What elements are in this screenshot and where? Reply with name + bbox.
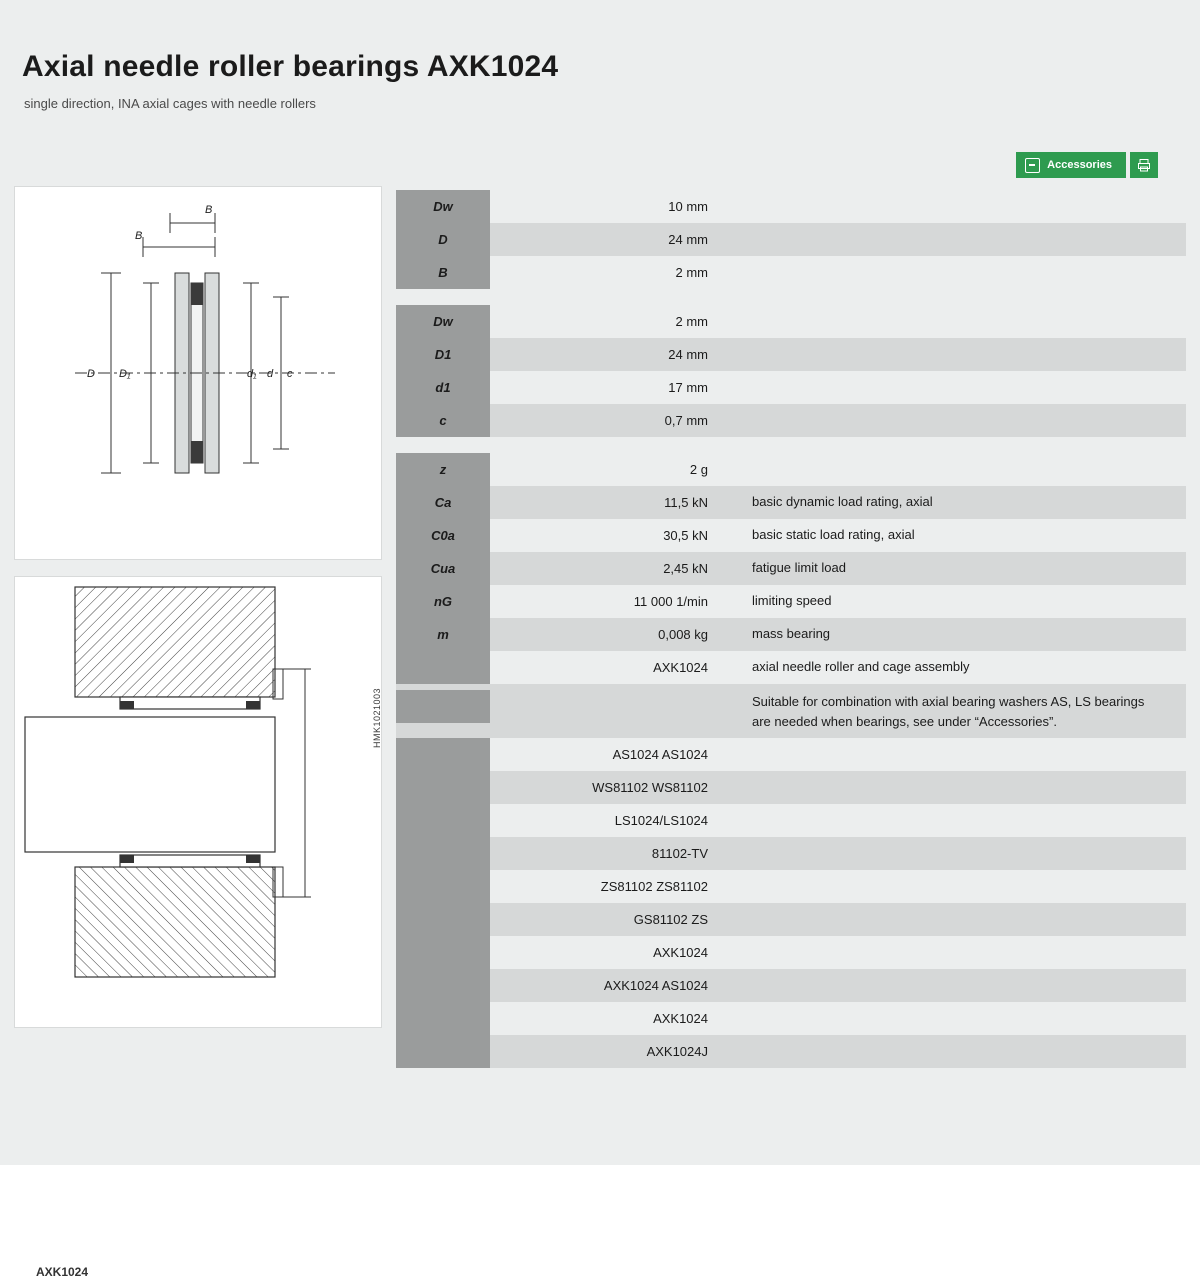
- row-value: 2 mm: [675, 265, 708, 280]
- row-value: 0,008 kg: [658, 627, 708, 642]
- row-symbol: [396, 804, 490, 837]
- specification-table: [396, 190, 1186, 1068]
- row-value: AXK1024 AS1024: [603, 978, 708, 994]
- drawing-caption: AXK1024: [36, 1265, 89, 1279]
- table-row: [396, 585, 1186, 618]
- row-value: 0,7 mm: [664, 413, 708, 428]
- row-symbol: Dw: [396, 305, 490, 338]
- row-value: 2,45 kN: [663, 561, 708, 576]
- table-row: [396, 486, 1186, 519]
- row-symbol: [396, 1002, 490, 1035]
- row-value: 11,5 kN: [664, 495, 708, 510]
- table-row: [396, 190, 1186, 223]
- row-value: ZS81102 ZS81102: [600, 879, 708, 895]
- row-symbol: c: [396, 404, 490, 437]
- row-symbol: [396, 903, 490, 936]
- row-value: GS81102 ZS: [633, 912, 708, 928]
- table-row: [396, 404, 1186, 437]
- table-row: [396, 519, 1186, 552]
- row-value: AXK1024: [653, 660, 708, 675]
- svg-text:d₁: d₁: [247, 368, 257, 380]
- left-column: [14, 186, 382, 1279]
- row-value: 24 mm: [668, 232, 708, 247]
- row-symbol: [396, 870, 490, 903]
- row-symbol: [396, 837, 490, 870]
- table-row: [396, 837, 1186, 870]
- table-row: [396, 552, 1186, 585]
- svg-text:D: D: [87, 368, 95, 380]
- row-description: mass bearing: [752, 626, 831, 642]
- row-symbol: [396, 651, 490, 684]
- row-value: 10 mm: [668, 199, 708, 214]
- page-title: Axial needle roller bearings AXK1024: [22, 50, 559, 83]
- row-symbol: z: [396, 453, 490, 486]
- row-value: 2 g: [689, 462, 708, 477]
- table-group-gap: [396, 437, 1186, 453]
- row-symbol: d1: [396, 371, 490, 404]
- row-symbol: Dw: [396, 190, 490, 223]
- row-symbol: [396, 1035, 490, 1068]
- accessories-button[interactable]: [1016, 152, 1126, 178]
- row-symbol: [396, 771, 490, 804]
- mounting-section-drawing: [14, 576, 382, 1028]
- row-symbol: Ca: [396, 486, 490, 519]
- row-symbol: [396, 690, 490, 723]
- table-row: [396, 969, 1186, 1002]
- svg-text:B: B: [205, 204, 213, 216]
- svg-text:c: c: [287, 368, 293, 380]
- row-symbol: nG: [396, 585, 490, 618]
- row-value: 24 mm: [668, 347, 708, 362]
- svg-text:D₁: D₁: [119, 368, 131, 380]
- table-group-gap: [396, 289, 1186, 305]
- table-row-note: [396, 684, 1186, 738]
- row-symbol: D1: [396, 338, 490, 371]
- row-value: 2 mm: [675, 314, 708, 329]
- row-value: WS81102 WS81102: [592, 780, 708, 796]
- table-row: [396, 371, 1186, 404]
- table-row: [396, 223, 1186, 256]
- table-row: [396, 936, 1186, 969]
- row-description: fatigue limit load: [752, 560, 846, 576]
- row-value: LS1024/LS1024: [614, 813, 708, 829]
- table-row: [396, 804, 1186, 837]
- row-value: AXK1024J: [646, 1044, 708, 1060]
- printer-icon: [1137, 158, 1151, 172]
- row-value: 30,5 kN: [663, 528, 708, 543]
- page-subtitle: single direction, INA axial cages with needle rollers: [24, 96, 316, 111]
- table-row: [396, 256, 1186, 289]
- svg-text:d: d: [267, 368, 274, 380]
- table-row: [396, 453, 1186, 486]
- svg-text:B: B: [135, 230, 143, 242]
- row-description: basic static load rating, axial: [752, 527, 915, 543]
- row-value: AXK1024: [653, 945, 708, 961]
- accessories-button-label: Accessories: [1047, 159, 1112, 171]
- table-row: [396, 305, 1186, 338]
- row-symbol: [396, 936, 490, 969]
- row-value: 11 000 1/min: [633, 594, 708, 609]
- list-icon: [1025, 158, 1040, 173]
- table-row: [396, 771, 1186, 804]
- row-symbol: C0a: [396, 519, 490, 552]
- row-description: axial needle roller and cage assembly: [752, 659, 970, 675]
- table-row: [396, 618, 1186, 651]
- table-row: [396, 1002, 1186, 1035]
- row-symbol: Cua: [396, 552, 490, 585]
- row-symbol: B: [396, 256, 490, 289]
- row-symbol: [396, 738, 490, 771]
- table-row: [396, 651, 1186, 684]
- print-button[interactable]: [1130, 152, 1158, 178]
- row-description: Suitable for combination with axial bearing washers AS, LS bearings are needed when bearings, see under “Accessories”.: [752, 694, 1145, 730]
- row-symbol: m: [396, 618, 490, 651]
- row-symbol: D: [396, 223, 490, 256]
- table-row: [396, 1035, 1186, 1068]
- row-value: 17 mm: [668, 380, 708, 395]
- row-description: limiting speed: [752, 593, 832, 609]
- row-symbol: [396, 969, 490, 1002]
- row-value: 81102-TV: [651, 846, 708, 862]
- toolbar: [1016, 152, 1158, 178]
- vertical-code: HMK1021003: [372, 687, 382, 748]
- bearing-drawing: [14, 186, 382, 560]
- row-description: basic dynamic load rating, axial: [752, 494, 933, 510]
- row-value: AXK1024: [653, 1011, 708, 1027]
- table-row: [396, 870, 1186, 903]
- table-row: [396, 903, 1186, 936]
- table-row: [396, 738, 1186, 771]
- table-row: [396, 338, 1186, 371]
- page-header: [0, 0, 1200, 148]
- row-value: AS1024 AS1024: [612, 747, 708, 763]
